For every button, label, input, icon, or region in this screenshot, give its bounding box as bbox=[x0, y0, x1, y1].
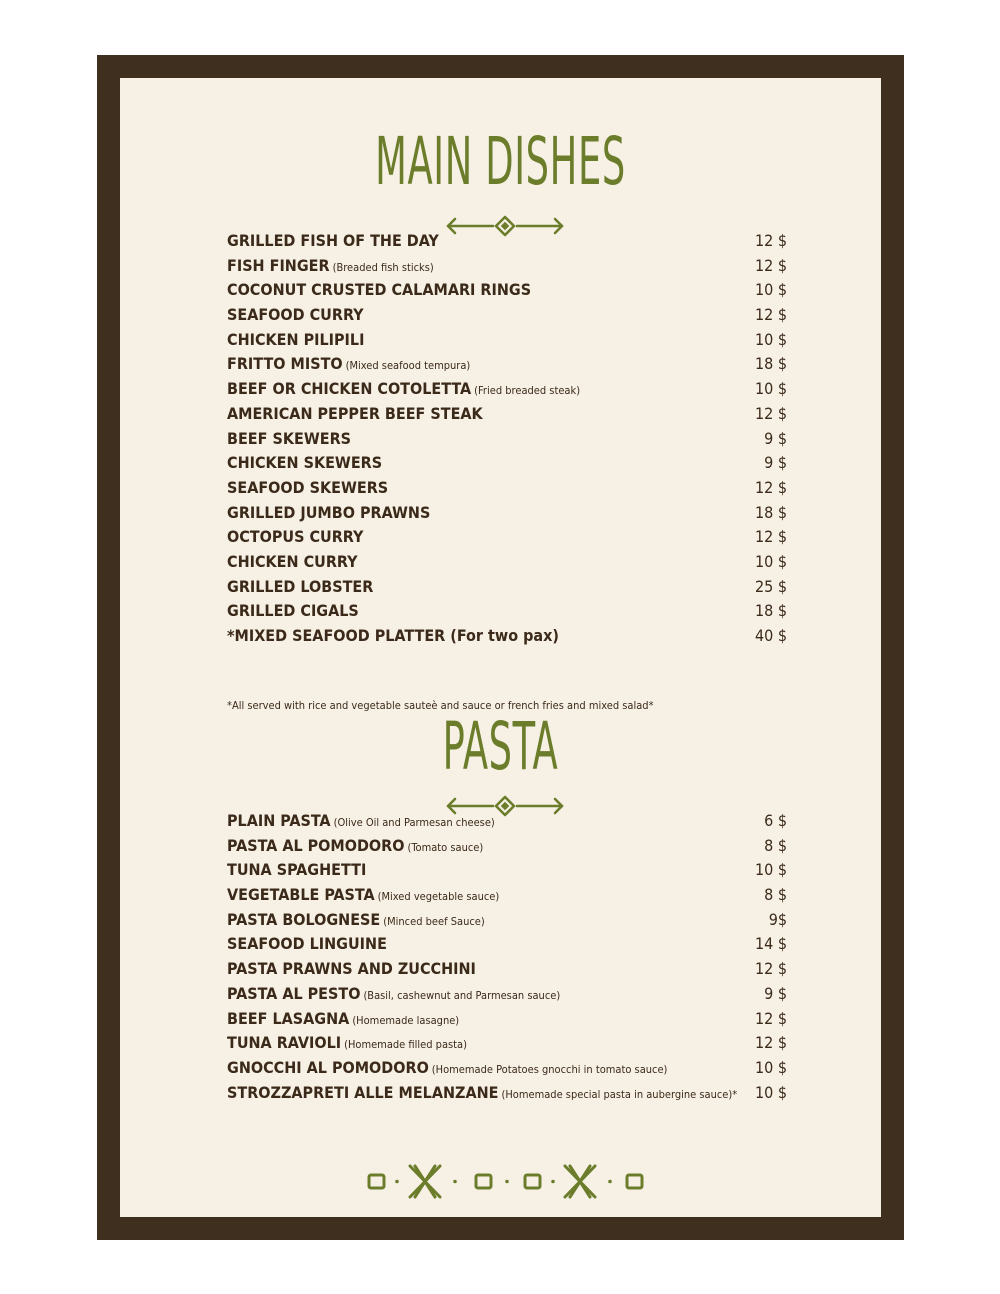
pasta-list bbox=[227, 809, 787, 1105]
menu-item-name: CHICKEN SKEWERS bbox=[227, 453, 383, 473]
menu-item-name: SEAFOOD SKEWERS bbox=[227, 477, 389, 497]
menu-item-name: SEAFOOD LINGUINE bbox=[227, 934, 387, 954]
menu-item-description: (Homemade filled pasta) bbox=[344, 1038, 467, 1052]
menu-item-price: 10 $ bbox=[754, 1082, 787, 1102]
menu-item-name: CHICKEN CURRY bbox=[227, 551, 358, 571]
menu-item bbox=[227, 575, 787, 600]
menu-item-price: 12 $ bbox=[754, 959, 787, 979]
main-dishes-title: MAIN DISHES bbox=[375, 123, 626, 200]
menu-item-description: (Homemade lasagne) bbox=[352, 1013, 460, 1027]
menu-item-price: 9$ bbox=[768, 909, 787, 929]
menu-item-price: 25 $ bbox=[754, 576, 787, 596]
menu-item bbox=[227, 858, 787, 883]
main-dishes-footnote: *All served with rice and vegetable sauteè and sauce or french fries and mixed salad* bbox=[227, 699, 654, 712]
menu-item-price: 8 $ bbox=[764, 835, 787, 855]
menu-item-price: 10 $ bbox=[754, 860, 787, 880]
menu-item-name: FRITTO MISTO bbox=[227, 354, 343, 374]
menu-item bbox=[227, 278, 787, 303]
menu-item bbox=[227, 476, 787, 501]
menu-item-description: (Fried breaded steak) bbox=[474, 384, 581, 398]
tribal-ornament-icon bbox=[365, 1161, 650, 1203]
menu-item-price: 40 $ bbox=[754, 626, 787, 645]
menu-page bbox=[120, 78, 881, 1217]
menu-item-description: (Tomato sauce) bbox=[407, 840, 484, 854]
menu-item-price: 8 $ bbox=[764, 885, 787, 905]
menu-item-name: GRILLED JUMBO PRAWNS bbox=[227, 502, 431, 522]
menu-item bbox=[227, 1031, 787, 1056]
menu-item bbox=[227, 932, 787, 957]
menu-item-name: SEAFOOD CURRY bbox=[227, 305, 364, 325]
menu-item-name: TUNA RAVIOLI bbox=[227, 1033, 342, 1053]
menu-item-price: 12 $ bbox=[754, 1033, 787, 1053]
menu-item-name: AMERICAN PEPPER BEEF STEAK bbox=[227, 403, 483, 423]
menu-item-price: 10 $ bbox=[754, 1057, 787, 1077]
menu-item-price: 18 $ bbox=[754, 354, 787, 374]
menu-item-price: 12 $ bbox=[754, 403, 787, 423]
menu-item-price: 12 $ bbox=[754, 477, 787, 497]
menu-item-name: BEEF OR CHICKEN COTOLETTA bbox=[227, 379, 472, 399]
menu-item-description: (Mixed seafood tempura) bbox=[345, 359, 471, 373]
menu-item-name: GNOCCHI AL POMODORO bbox=[227, 1057, 429, 1077]
menu-item bbox=[227, 303, 787, 328]
menu-item bbox=[227, 328, 787, 353]
menu-item bbox=[227, 908, 787, 933]
menu-item bbox=[227, 1056, 787, 1081]
menu-item-price: 10 $ bbox=[754, 379, 787, 399]
menu-item-price: 18 $ bbox=[754, 601, 787, 621]
menu-item-name: BEEF SKEWERS bbox=[227, 428, 352, 448]
menu-item-name: GRILLED LOBSTER bbox=[227, 576, 374, 596]
menu-item-price: 18 $ bbox=[754, 502, 787, 522]
menu-item-name: GRILLED CIGALS bbox=[227, 601, 359, 621]
menu-item bbox=[227, 254, 787, 279]
menu-item bbox=[227, 525, 787, 550]
menu-item-name: PASTA PRAWNS AND ZUCCHINI bbox=[227, 959, 476, 979]
menu-item bbox=[227, 427, 787, 452]
menu-item-price: 10 $ bbox=[754, 551, 787, 571]
menu-item-price: 10 $ bbox=[754, 280, 787, 300]
menu-item-price: 9 $ bbox=[764, 983, 787, 1003]
menu-item-name: COCONUT CRUSTED CALAMARI RINGS bbox=[227, 280, 532, 300]
menu-item-price: 10 $ bbox=[754, 329, 787, 349]
menu-item bbox=[227, 883, 787, 908]
menu-item bbox=[227, 1081, 787, 1106]
menu-item-name: FISH FINGER bbox=[227, 255, 330, 275]
menu-item bbox=[227, 1007, 787, 1032]
menu-item-description: (Homemade special pasta in aubergine sauce)* bbox=[501, 1087, 738, 1101]
menu-item-name: PASTA BOLOGNESE bbox=[227, 909, 381, 929]
menu-item-price: 12 $ bbox=[754, 527, 787, 547]
menu-item bbox=[227, 229, 787, 254]
pasta-title: PASTA bbox=[442, 708, 559, 785]
menu-item bbox=[227, 957, 787, 982]
menu-item-price: 12 $ bbox=[754, 255, 787, 275]
menu-item-price: 14 $ bbox=[754, 934, 787, 954]
menu-item bbox=[227, 377, 787, 402]
menu-item bbox=[227, 352, 787, 377]
menu-item-name: CHICKEN PILIPILI bbox=[227, 329, 365, 349]
menu-item bbox=[227, 624, 787, 649]
menu-item-name: GRILLED FISH OF THE DAY bbox=[227, 231, 439, 250]
menu-item-description: (Mixed vegetable sauce) bbox=[377, 890, 500, 904]
menu-item-name: VEGETABLE PASTA bbox=[227, 885, 375, 905]
menu-item bbox=[227, 402, 787, 427]
menu-border-frame bbox=[97, 55, 904, 1240]
menu-item-price: 12 $ bbox=[754, 231, 787, 250]
menu-item-name: TUNA SPAGHETTI bbox=[227, 860, 367, 880]
menu-item-description: (Breaded fish sticks) bbox=[332, 260, 434, 274]
main-dishes-list bbox=[227, 229, 787, 649]
menu-item bbox=[227, 982, 787, 1007]
menu-item-name: PASTA AL PESTO bbox=[227, 983, 361, 1003]
menu-item bbox=[227, 451, 787, 476]
menu-item bbox=[227, 550, 787, 575]
menu-item-description: (Basil, cashewnut and Parmesan sauce) bbox=[363, 988, 561, 1002]
menu-item-name: PLAIN PASTA bbox=[227, 811, 331, 830]
menu-item bbox=[227, 809, 787, 834]
menu-item-description: (Minced beef Sauce) bbox=[383, 914, 485, 928]
menu-item-name: *MIXED SEAFOOD PLATTER (For two pax) bbox=[227, 626, 559, 645]
menu-item-description: (Olive Oil and Parmesan cheese) bbox=[333, 816, 495, 829]
menu-item-name: STROZZAPRETI ALLE MELANZANE bbox=[227, 1082, 499, 1102]
menu-item bbox=[227, 501, 787, 526]
menu-item-price: 12 $ bbox=[754, 305, 787, 325]
menu-item bbox=[227, 834, 787, 859]
menu-item bbox=[227, 599, 787, 624]
menu-item-name: OCTOPUS CURRY bbox=[227, 527, 364, 547]
menu-item-price: 6 $ bbox=[764, 811, 787, 830]
menu-item-name: BEEF LASAGNA bbox=[227, 1008, 350, 1028]
menu-item-price: 9 $ bbox=[764, 428, 787, 448]
menu-item-name: PASTA AL POMODORO bbox=[227, 835, 405, 855]
menu-item-description: (Homemade Potatoes gnocchi in tomato sauce) bbox=[431, 1062, 668, 1076]
menu-item-price: 9 $ bbox=[764, 453, 787, 473]
menu-item-price: 12 $ bbox=[754, 1008, 787, 1028]
